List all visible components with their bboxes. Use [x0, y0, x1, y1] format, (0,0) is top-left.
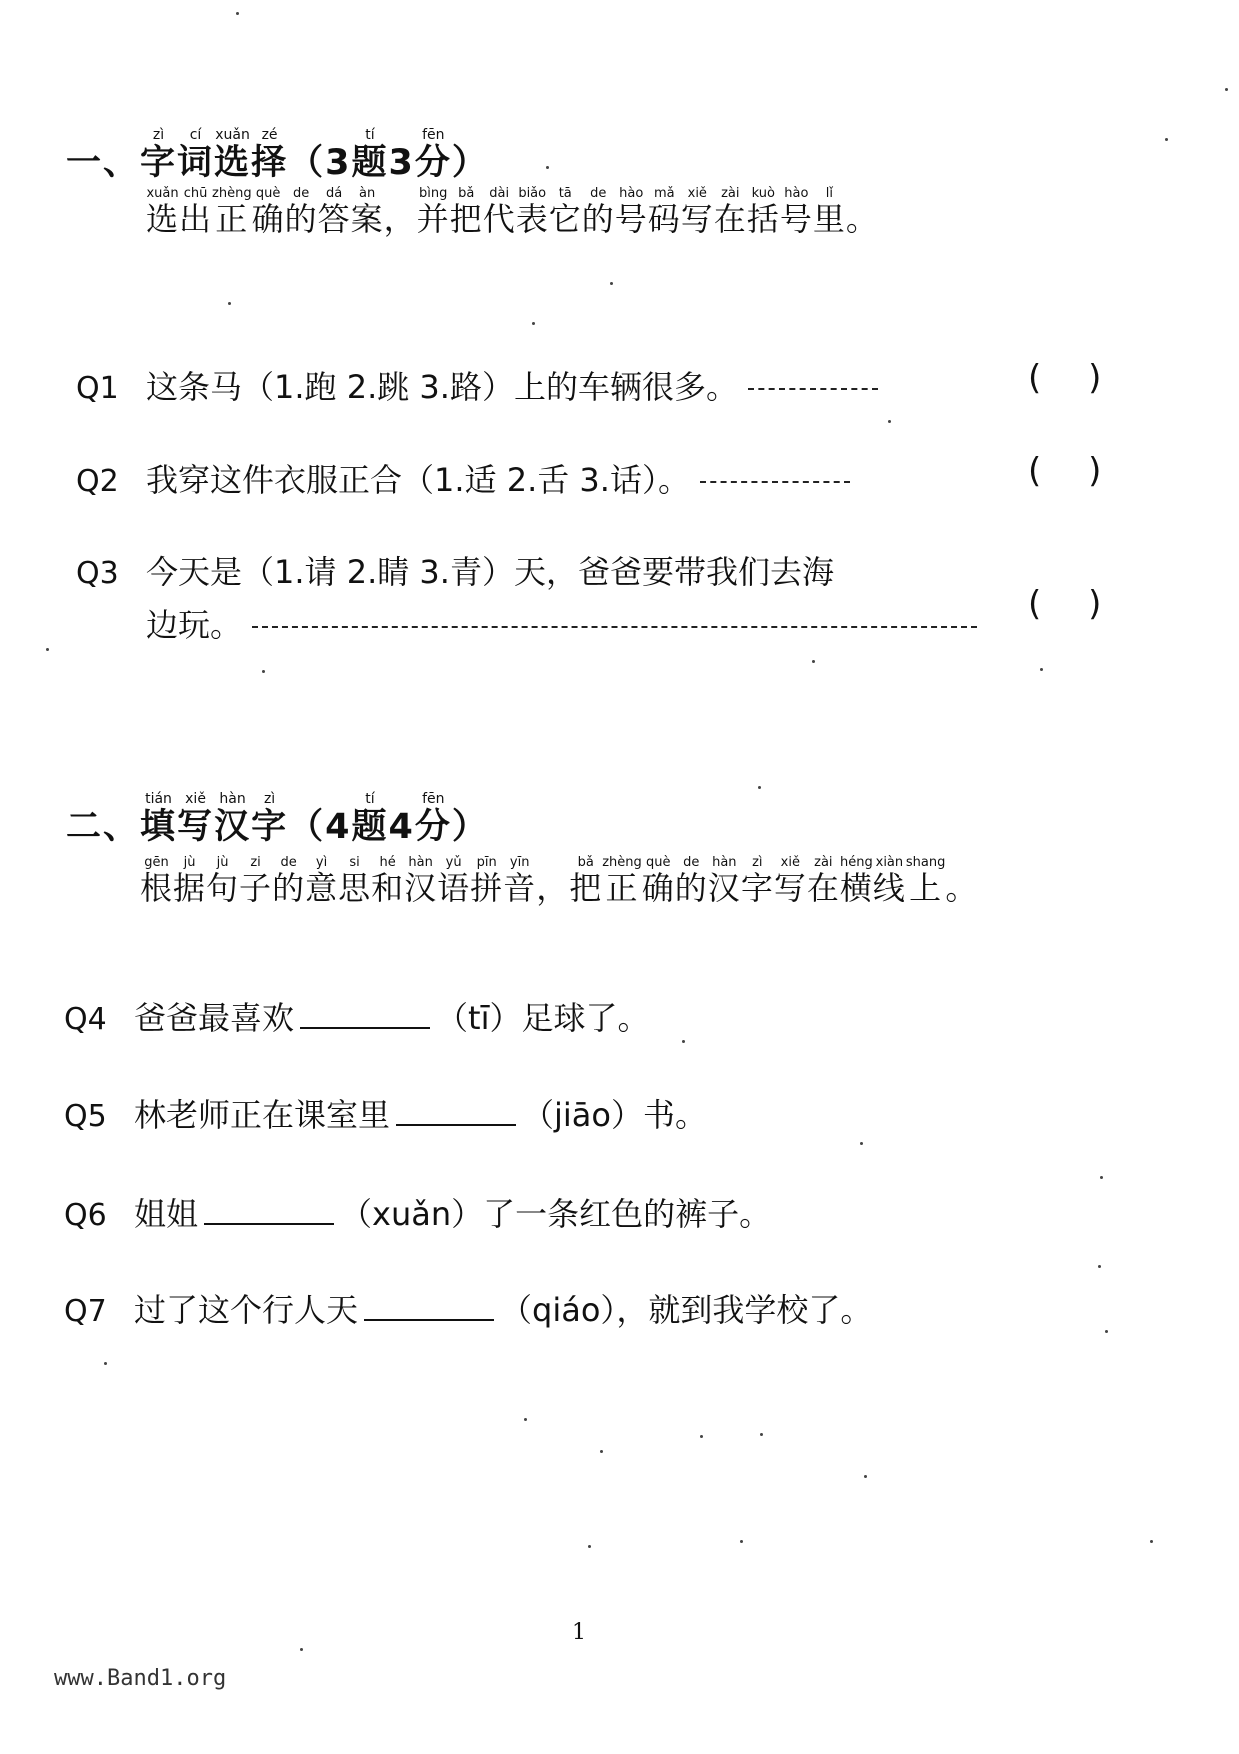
pinyin-annotation: chū	[179, 186, 213, 201]
ruby-char	[641, 855, 675, 907]
question-text-before: 林老师正在课室里	[134, 1096, 391, 1134]
ruby-char	[503, 855, 537, 907]
answer-blank-q5[interactable]	[396, 1124, 516, 1126]
hanzi-char: 写	[177, 807, 215, 847]
scan-speck	[588, 1545, 591, 1548]
pinyin-annotation: mǎ	[647, 186, 681, 201]
pinyin-annotation: de	[284, 186, 318, 201]
question-q4	[64, 993, 649, 1039]
hanzi-char: 汉	[404, 869, 438, 907]
pinyin-annotation: àn	[350, 186, 384, 201]
scan-speck	[532, 322, 535, 325]
question-q3-continued	[146, 600, 977, 646]
ruby-char	[179, 186, 213, 238]
pinyin-annotation: hé	[371, 855, 405, 870]
hanzi-char: ，	[536, 869, 570, 907]
scan-speck	[600, 1450, 603, 1453]
hanzi-char: 出	[179, 200, 213, 238]
hanzi-char: 语	[437, 869, 471, 907]
hanzi-char: 题	[351, 143, 389, 183]
ruby-char	[515, 186, 549, 238]
scan-speck	[758, 786, 761, 789]
hanzi-char: 代	[482, 200, 516, 238]
hanzi-char: 把	[569, 869, 603, 907]
pinyin-annotation: zé	[251, 127, 289, 143]
ruby-char	[713, 186, 747, 238]
pinyin-annotation: fēn	[414, 791, 452, 807]
ruby-char	[214, 791, 252, 847]
pinyin-annotation: cí	[177, 127, 215, 143]
hanzi-char: 音	[503, 869, 537, 907]
ruby-char	[614, 186, 648, 238]
ruby-char	[351, 127, 389, 183]
question-text-after: 了一条红色的裤子。	[483, 1195, 772, 1233]
question-number: Q2	[76, 464, 119, 499]
pinyin-annotation: zhèng	[212, 186, 252, 201]
answer-blank-q4[interactable]	[300, 1027, 430, 1029]
ruby-char	[680, 186, 714, 238]
hanzi-char: 字	[740, 869, 774, 907]
pinyin-annotation: xiě	[680, 186, 714, 201]
ruby-char	[325, 807, 351, 847]
hanzi-char: 汉	[707, 869, 741, 907]
ruby-char	[945, 869, 978, 907]
hanzi-char: 句	[206, 869, 240, 907]
pinyin-annotation: hào	[779, 186, 813, 201]
hanzi-char: 写	[773, 869, 807, 907]
answer-box-q2[interactable]: ( )	[1028, 451, 1120, 491]
pinyin-annotation: dá	[317, 186, 351, 201]
hanzi-char: 里	[812, 200, 846, 238]
scan-speck	[860, 1142, 863, 1145]
question-text-before: 过了这个行人天	[134, 1291, 359, 1329]
hanzi-char: 把	[449, 200, 483, 238]
ruby-char	[707, 855, 741, 907]
ruby-char	[251, 127, 289, 183]
section-2-instruction	[140, 856, 978, 909]
hanzi-char: 。	[845, 200, 879, 238]
ruby-char	[905, 855, 946, 907]
pinyin-annotation: yǔ	[437, 855, 471, 870]
ruby-char	[482, 186, 516, 238]
hanzi-char: 4	[388, 807, 415, 847]
question-q6	[64, 1189, 771, 1235]
pinyin-annotation: tí	[351, 127, 389, 143]
hanzi-char: 字	[251, 807, 289, 847]
pinyin-annotation: jù	[173, 855, 207, 870]
answer-blank-q7[interactable]	[364, 1319, 494, 1321]
ruby-char	[272, 855, 306, 907]
ruby-char	[284, 186, 318, 238]
question-text-before: 爸爸最喜欢	[134, 999, 295, 1037]
hanzi-char: 并	[416, 200, 450, 238]
ruby-char	[288, 807, 325, 847]
page-number: 1	[572, 1620, 586, 1645]
question-q3	[76, 547, 834, 593]
ruby-char	[350, 186, 384, 238]
ruby-char	[602, 855, 642, 907]
scan-speck	[888, 420, 891, 423]
scan-speck	[1165, 138, 1168, 141]
ruby-char	[846, 200, 879, 238]
ruby-char	[251, 791, 289, 847]
ruby-char	[251, 186, 285, 238]
hanzi-char: 汉	[214, 807, 252, 847]
hanzi-char: 上	[905, 869, 946, 907]
pinyin-annotation: bìng	[416, 186, 450, 201]
answer-leader-line	[748, 388, 878, 390]
hanzi-char: 。	[945, 869, 979, 907]
hanzi-char: 它	[548, 200, 582, 238]
ruby-char	[239, 855, 273, 907]
ruby-char	[288, 143, 325, 183]
pinyin-hint: （tī）	[436, 999, 522, 1037]
hanzi-char: 括	[746, 200, 780, 238]
ruby-char	[548, 186, 582, 238]
pinyin-annotation: zì	[740, 855, 774, 870]
hanzi-char: 的	[284, 200, 318, 238]
question-number: Q6	[64, 1198, 107, 1233]
ruby-char	[839, 855, 873, 907]
hanzi-char: 选	[146, 200, 180, 238]
hanzi-char: 的	[581, 200, 615, 238]
question-text: 今天是（1.请 2.睛 3.青）天，爸爸要带我们去海	[146, 553, 834, 591]
answer-leader-line	[252, 626, 977, 628]
ruby-char	[305, 855, 339, 907]
pinyin-annotation: biǎo	[515, 186, 549, 201]
scan-speck	[300, 1648, 303, 1651]
ruby-char	[177, 127, 215, 183]
scan-speck	[1100, 1176, 1103, 1179]
hanzi-char: 表	[515, 200, 549, 238]
hanzi-char: 分	[414, 807, 452, 847]
ruby-char	[338, 855, 372, 907]
ruby-char	[779, 186, 813, 238]
pinyin-annotation: xiàn	[872, 855, 906, 870]
pinyin-annotation: shang	[905, 855, 946, 870]
hanzi-char: 意	[305, 869, 339, 907]
hanzi-char: 词	[177, 143, 215, 183]
pinyin-annotation: pīn	[470, 855, 504, 870]
pinyin-annotation: hàn	[707, 855, 741, 870]
ruby-char	[351, 791, 389, 847]
question-number: Q4	[64, 1002, 107, 1037]
ruby-char	[414, 791, 452, 847]
question-number: Q5	[64, 1099, 107, 1134]
hanzi-char: 分	[414, 143, 452, 183]
pinyin-annotation: héng	[839, 855, 873, 870]
question-text-after: 足球了。	[521, 999, 650, 1037]
hanzi-char: 题	[351, 807, 389, 847]
pinyin-annotation: zì	[140, 127, 178, 143]
ruby-char	[746, 186, 780, 238]
ruby-char	[452, 807, 489, 847]
hanzi-char: 正	[212, 200, 252, 238]
scan-speck	[740, 1540, 743, 1543]
scan-speck	[546, 166, 549, 169]
pinyin-annotation: xuǎn	[214, 127, 252, 143]
hanzi-char: 择	[251, 143, 289, 183]
scan-speck	[1225, 88, 1228, 91]
ruby-char	[569, 855, 603, 907]
ruby-char	[414, 127, 452, 183]
hanzi-char: 横	[839, 869, 873, 907]
pinyin-annotation: de	[272, 855, 306, 870]
hanzi-char: （	[288, 143, 326, 183]
hanzi-char: 一、	[66, 143, 141, 183]
pinyin-annotation: tián	[140, 791, 178, 807]
pinyin-annotation: xiě	[177, 791, 215, 807]
pinyin-annotation: si	[338, 855, 372, 870]
pinyin-annotation: bǎ	[569, 855, 603, 870]
scan-speck	[1040, 668, 1043, 671]
hanzi-char: 码	[647, 200, 681, 238]
pinyin-hint: （jiāo）	[522, 1096, 643, 1134]
pinyin-annotation: zi	[239, 855, 273, 870]
hanzi-char: 号	[779, 200, 813, 238]
scan-speck	[262, 670, 265, 673]
question-number: Q3	[76, 556, 119, 591]
hanzi-char: 选	[214, 143, 252, 183]
scan-speck	[524, 1418, 527, 1421]
question-text-after: 书。	[643, 1096, 708, 1134]
pinyin-annotation: hào	[614, 186, 648, 201]
pinyin-annotation: hàn	[404, 855, 438, 870]
hanzi-char: 二、	[66, 807, 141, 847]
hanzi-char: （	[288, 807, 326, 847]
pinyin-hint: （xuǎn）	[340, 1195, 484, 1233]
pinyin-annotation: zhèng	[602, 855, 642, 870]
question-q5	[64, 1090, 707, 1136]
ruby-char	[317, 186, 351, 238]
hanzi-char: ）	[451, 143, 489, 183]
scan-speck	[760, 1433, 763, 1436]
pinyin-annotation: xiě	[773, 855, 807, 870]
ruby-char	[449, 186, 483, 238]
pinyin-hint: （qiáo）	[500, 1291, 617, 1329]
question-text-before: 姐姐	[134, 1195, 199, 1233]
pinyin-annotation: fēn	[414, 127, 452, 143]
pinyin-annotation: tí	[351, 791, 389, 807]
question-q2	[76, 455, 850, 501]
ruby-char	[66, 143, 140, 183]
ruby-char	[740, 855, 774, 907]
pinyin-annotation: zài	[713, 186, 747, 201]
ruby-char	[384, 200, 417, 238]
pinyin-annotation: dài	[482, 186, 516, 201]
hanzi-char: 根	[140, 869, 174, 907]
ruby-char	[470, 855, 504, 907]
question-text: 这条马（1.跑 2.跳 3.路）上的车辆很多。	[146, 368, 738, 406]
ruby-char	[214, 127, 252, 183]
ruby-char	[581, 186, 615, 238]
answer-box-q1[interactable]: ( )	[1028, 358, 1120, 398]
hanzi-char: 号	[614, 200, 648, 238]
hanzi-char: 确	[641, 869, 675, 907]
ruby-char	[146, 186, 180, 238]
scan-speck	[1105, 1330, 1108, 1333]
hanzi-char: 思	[338, 869, 372, 907]
pinyin-annotation: xuǎn	[146, 186, 180, 201]
question-q7	[64, 1285, 872, 1331]
ruby-char	[140, 855, 174, 907]
section-2-title	[66, 792, 489, 849]
ruby-char	[536, 869, 569, 907]
ruby-char	[872, 855, 906, 907]
scan-speck	[1098, 1265, 1101, 1268]
hanzi-char: 确	[251, 200, 285, 238]
question-text: 边玩。	[146, 606, 243, 644]
question-number: Q7	[64, 1294, 107, 1329]
hanzi-char: 子	[239, 869, 273, 907]
hanzi-char: 正	[602, 869, 642, 907]
hanzi-char: 字	[140, 143, 178, 183]
pinyin-annotation: zài	[806, 855, 840, 870]
ruby-char	[66, 807, 140, 847]
ruby-char	[437, 855, 471, 907]
hanzi-char: 在	[713, 200, 747, 238]
footer-website: www.Band1.org	[54, 1666, 227, 1691]
question-q1	[76, 362, 878, 408]
pinyin-annotation: què	[641, 855, 675, 870]
ruby-char	[371, 855, 405, 907]
hanzi-char: 3	[325, 143, 352, 183]
answer-blank-q6[interactable]	[204, 1223, 334, 1225]
scan-speck	[104, 1362, 107, 1365]
pinyin-annotation: yīn	[503, 855, 537, 870]
hanzi-char: 在	[806, 869, 840, 907]
hanzi-char: 写	[680, 200, 714, 238]
ruby-char	[388, 807, 414, 847]
ruby-char	[806, 855, 840, 907]
ruby-char	[647, 186, 681, 238]
ruby-char	[325, 143, 351, 183]
question-text-after: ，就到我学校了。	[616, 1291, 873, 1329]
pinyin-annotation: lǐ	[812, 186, 846, 201]
section-1-title	[66, 128, 489, 185]
pinyin-annotation: tā	[548, 186, 582, 201]
hanzi-char: ）	[451, 807, 489, 847]
hanzi-char: 3	[388, 143, 415, 183]
pinyin-annotation: bǎ	[449, 186, 483, 201]
scan-speck	[864, 1475, 867, 1478]
hanzi-char: ，	[383, 200, 417, 238]
ruby-char	[388, 143, 414, 183]
scan-speck	[1150, 1540, 1153, 1543]
ruby-char	[177, 791, 215, 847]
hanzi-char: 据	[173, 869, 207, 907]
ruby-char	[416, 186, 450, 238]
ruby-char	[404, 855, 438, 907]
hanzi-char: 答	[317, 200, 351, 238]
ruby-char	[452, 143, 489, 183]
pinyin-annotation: kuò	[746, 186, 780, 201]
scan-speck	[700, 1435, 703, 1438]
pinyin-annotation: hàn	[214, 791, 252, 807]
hanzi-char: 的	[674, 869, 708, 907]
pinyin-annotation: gēn	[140, 855, 173, 870]
answer-leader-line	[700, 481, 850, 483]
answer-box-q3[interactable]: ( )	[1028, 584, 1120, 624]
scan-speck	[228, 302, 231, 305]
ruby-char	[140, 127, 178, 183]
question-number: Q1	[76, 371, 119, 406]
hanzi-char: 线	[872, 869, 906, 907]
ruby-char	[140, 791, 178, 847]
pinyin-annotation: què	[251, 186, 285, 201]
ruby-char	[212, 186, 252, 238]
scan-speck	[46, 648, 49, 651]
hanzi-char: 和	[371, 869, 405, 907]
pinyin-annotation: de	[674, 855, 708, 870]
scan-speck	[682, 1040, 685, 1043]
hanzi-char: 的	[272, 869, 306, 907]
hanzi-char: 拼	[470, 869, 504, 907]
pinyin-annotation: de	[581, 186, 615, 201]
ruby-char	[773, 855, 807, 907]
ruby-char	[674, 855, 708, 907]
hanzi-char: 4	[325, 807, 352, 847]
section-1-instruction	[146, 187, 879, 240]
scan-speck	[236, 12, 239, 15]
pinyin-annotation: zì	[251, 791, 289, 807]
pinyin-annotation: yì	[305, 855, 339, 870]
ruby-char	[173, 855, 207, 907]
scan-speck	[610, 282, 613, 285]
hanzi-char: 案	[350, 200, 384, 238]
ruby-char	[206, 855, 240, 907]
pinyin-annotation: jù	[206, 855, 240, 870]
ruby-char	[812, 186, 846, 238]
scan-speck	[812, 660, 815, 663]
question-text: 我穿这件衣服正合（1.适 2.舌 3.话）。	[146, 461, 690, 499]
hanzi-char: 填	[140, 807, 178, 847]
